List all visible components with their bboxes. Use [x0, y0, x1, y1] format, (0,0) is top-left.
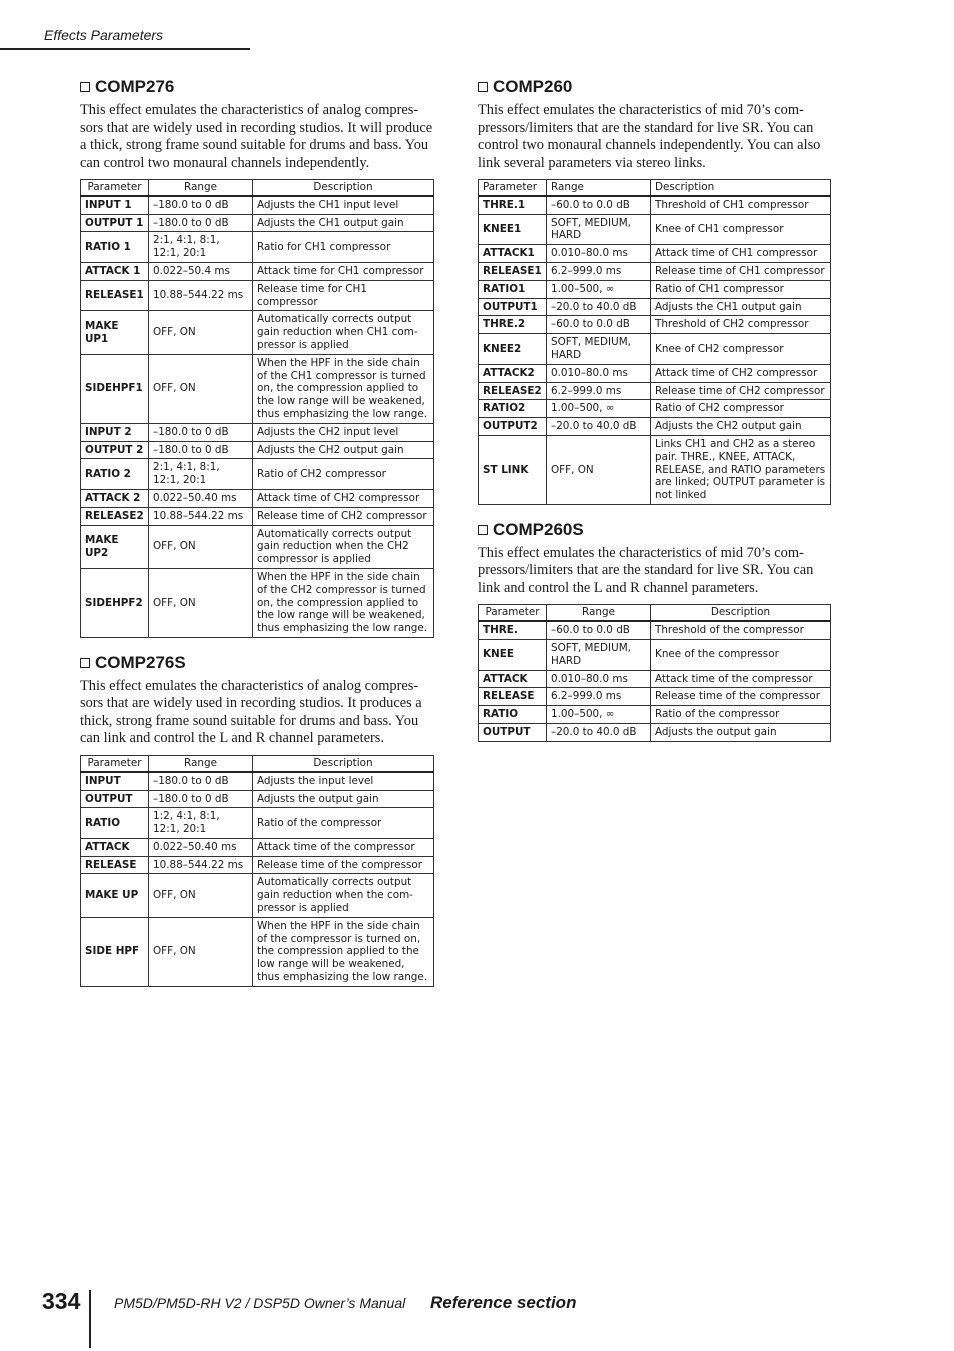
parameter-cell: RELEASE2	[81, 507, 149, 525]
table-row	[479, 435, 831, 504]
table-row	[81, 856, 434, 874]
table-row	[81, 507, 434, 525]
range-cell: 6.2–999.0 ms	[547, 382, 651, 400]
table-row	[479, 670, 831, 688]
description-cell: Attack time of the compressor	[651, 670, 831, 688]
parameter-cell: RATIO	[479, 706, 547, 724]
table-header-row	[479, 180, 831, 196]
parameter-cell: RATIO 1	[81, 232, 149, 263]
range-cell: OFF, ON	[149, 874, 253, 917]
column-header-description: Description	[253, 180, 434, 196]
table-row	[81, 311, 434, 354]
range-cell: –20.0 to 40.0 dB	[547, 724, 651, 742]
parameter-cell: RELEASE1	[81, 280, 149, 311]
parameter-cell: THRE.	[479, 621, 547, 639]
checkbox-bullet-icon	[478, 525, 488, 535]
checkbox-bullet-icon	[80, 82, 90, 92]
range-cell: 0.022–50.40 ms	[149, 489, 253, 507]
range-cell: 0.010–80.0 ms	[547, 245, 651, 263]
description-cell: Ratio of CH2 compressor	[651, 400, 831, 418]
description-cell: Automatically corrects output gain reduction when CH1 com-pressor is applied	[253, 311, 434, 354]
parameter-cell: OUTPUT 1	[81, 214, 149, 232]
footer-divider	[89, 1290, 91, 1348]
description-cell: Attack time of the compressor	[253, 838, 434, 856]
range-cell: 6.2–999.0 ms	[547, 262, 651, 280]
description-cell: Release time of the compressor	[253, 856, 434, 874]
table-row	[81, 489, 434, 507]
table-header-row	[81, 180, 434, 196]
table-row	[81, 568, 434, 637]
table-row	[81, 790, 434, 808]
description-cell: Adjusts the output gain	[253, 790, 434, 808]
range-cell: –20.0 to 40.0 dB	[547, 298, 651, 316]
description-cell: When the HPF in the side chain of the compressor is turned on, the compression applied to the low range will be weakened, thus emphasizing the low range.	[253, 917, 434, 986]
parameter-cell: MAKE UP	[81, 874, 149, 917]
table-row	[81, 196, 434, 214]
description-cell: Release time of CH1 compressor	[651, 262, 831, 280]
parameter-cell: OUTPUT	[479, 724, 547, 742]
table-row	[81, 262, 434, 280]
description-cell: Knee of CH2 compressor	[651, 334, 831, 365]
description-cell: Ratio of the compressor	[253, 808, 434, 839]
parameter-cell: RATIO 2	[81, 459, 149, 490]
table-row	[479, 196, 831, 214]
parameter-cell: MAKE UP2	[81, 525, 149, 568]
section-heading	[478, 519, 831, 541]
checkbox-bullet-icon	[478, 82, 488, 92]
range-cell: 10.88–544.22 ms	[149, 280, 253, 311]
description-cell: Ratio of CH2 compressor	[253, 459, 434, 490]
table-row	[81, 917, 434, 986]
range-cell: –20.0 to 40.0 dB	[547, 418, 651, 436]
range-cell: OFF, ON	[149, 354, 253, 423]
header-rule	[0, 48, 250, 50]
parameter-cell: MAKE UP1	[81, 311, 149, 354]
section-comp276	[80, 76, 434, 638]
checkbox-bullet-icon	[80, 658, 90, 668]
description-cell: Release time of the compressor	[651, 688, 831, 706]
range-cell: 10.88–544.22 ms	[149, 856, 253, 874]
right-column	[478, 76, 831, 756]
description-cell: Ratio of the compressor	[651, 706, 831, 724]
table-row	[479, 688, 831, 706]
table-row	[81, 214, 434, 232]
range-cell: OFF, ON	[547, 435, 651, 504]
table-row	[81, 772, 434, 790]
description-cell: Knee of the compressor	[651, 640, 831, 671]
table-row	[479, 214, 831, 245]
description-cell: Adjusts the output gain	[651, 724, 831, 742]
range-cell: 0.022–50.40 ms	[149, 838, 253, 856]
range-cell: OFF, ON	[149, 568, 253, 637]
section-description: This effect emulates the characteristics of analog compres-sors that are widely used in recording studios. It produces a thick, strong frame sound suitable for drums and bass. You can link and control the L and R channel parameters.	[80, 677, 422, 747]
description-cell: Adjusts the CH2 input level	[253, 423, 434, 441]
parameter-cell: OUTPUT1	[479, 298, 547, 316]
range-cell: 0.022–50.4 ms	[149, 262, 253, 280]
table-row	[81, 525, 434, 568]
description-cell: Attack time of CH2 compressor	[253, 489, 434, 507]
section-heading	[80, 652, 434, 674]
description-cell: Adjusts the input level	[253, 772, 434, 790]
range-cell: SOFT, MEDIUM, HARD	[547, 640, 651, 671]
description-cell: Ratio of CH1 compressor	[651, 280, 831, 298]
parameter-table	[478, 179, 831, 505]
manual-title: PM5D/PM5D-RH V2 / DSP5D Owner’s Manual	[114, 1295, 406, 1311]
table-row	[479, 316, 831, 334]
column-header-description: Description	[253, 755, 434, 771]
range-cell: –180.0 to 0 dB	[149, 790, 253, 808]
column-header-parameter: Parameter	[81, 755, 149, 771]
range-cell: –60.0 to 0.0 dB	[547, 316, 651, 334]
description-cell: Release time for CH1 compressor	[253, 280, 434, 311]
parameter-cell: RELEASE	[81, 856, 149, 874]
range-cell: OFF, ON	[149, 525, 253, 568]
parameter-cell: ATTACK	[479, 670, 547, 688]
description-cell: Release time of CH2 compressor	[651, 382, 831, 400]
section-title: COMP260	[493, 77, 573, 96]
parameter-cell: ATTACK	[81, 838, 149, 856]
description-cell: Release time of CH2 compressor	[253, 507, 434, 525]
range-cell: –180.0 to 0 dB	[149, 423, 253, 441]
parameter-cell: ATTACK2	[479, 364, 547, 382]
description-cell: Ratio for CH1 compressor	[253, 232, 434, 263]
section-title: COMP276S	[95, 652, 186, 672]
parameter-cell: RELEASE1	[479, 262, 547, 280]
table-row	[81, 441, 434, 459]
table-row	[81, 423, 434, 441]
parameter-cell: RELEASE2	[479, 382, 547, 400]
section-description: This effect emulates the characteristics of mid 70’s com-pressors/limiters that are the standard for live SR. You can control two monaural channels independently. You can also link several parameters via stereo links.	[478, 102, 821, 171]
parameter-cell: SIDEHPF2	[81, 568, 149, 637]
range-cell: 1:2, 4:1, 8:1, 12:1, 20:1	[149, 808, 253, 839]
section-title: COMP276	[95, 77, 175, 96]
column-header-range: Range	[547, 180, 651, 196]
table-row	[479, 262, 831, 280]
description-cell: Adjusts the CH1 output gain	[651, 298, 831, 316]
table-row	[479, 334, 831, 365]
range-cell: –180.0 to 0 dB	[149, 214, 253, 232]
column-header-parameter: Parameter	[479, 180, 547, 196]
table-row	[81, 874, 434, 917]
description-cell: Links CH1 and CH2 as a stereo pair. THRE., KNEE, ATTACK, RELEASE, and RATIO parameters are linked; OUTPUT parameter is not linked	[651, 435, 831, 504]
parameter-cell: RATIO	[81, 808, 149, 839]
parameter-cell: KNEE1	[479, 214, 547, 245]
description-cell: Threshold of the compressor	[651, 621, 831, 639]
description-cell: When the HPF in the side chain of the CH1 compressor is turned on, the compression applied to the low range will be weakened, thus emphasizing the low range.	[253, 354, 434, 423]
column-header-range: Range	[149, 755, 253, 771]
column-header-parameter: Parameter	[479, 605, 547, 621]
parameter-cell: OUTPUT 2	[81, 441, 149, 459]
footer-section-label: Reference section	[430, 1293, 577, 1312]
table-row	[81, 232, 434, 263]
range-cell: 2:1, 4:1, 8:1, 12:1, 20:1	[149, 232, 253, 263]
description-cell: Adjusts the CH2 output gain	[651, 418, 831, 436]
table-row	[479, 621, 831, 639]
range-cell: 1.00–500, ∞	[547, 706, 651, 724]
table-row	[479, 418, 831, 436]
parameter-cell: THRE.2	[479, 316, 547, 334]
range-cell: OFF, ON	[149, 917, 253, 986]
parameter-cell: OUTPUT	[81, 790, 149, 808]
range-cell: –60.0 to 0.0 dB	[547, 621, 651, 639]
section-description: This effect emulates the characteristics of analog compres-sors that are widely used in recording studios. It will produce a thick, strong frame sound suitable for drums and bass. You can control two monaural channels independently.	[80, 102, 433, 171]
description-cell: Attack time of CH2 compressor	[651, 364, 831, 382]
table-row	[479, 706, 831, 724]
description-cell: Adjusts the CH1 output gain	[253, 214, 434, 232]
column-header-range: Range	[547, 605, 651, 621]
parameter-cell: INPUT	[81, 772, 149, 790]
table-row	[479, 280, 831, 298]
page-number: 334	[42, 1288, 81, 1314]
range-cell: –60.0 to 0.0 dB	[547, 196, 651, 214]
section-comp276s	[80, 652, 434, 987]
parameter-cell: SIDE HPF	[81, 917, 149, 986]
table-row	[479, 364, 831, 382]
table-row	[81, 808, 434, 839]
running-header: Effects Parameters	[44, 27, 164, 43]
range-cell: 6.2–999.0 ms	[547, 688, 651, 706]
range-cell: OFF, ON	[149, 311, 253, 354]
range-cell: SOFT, MEDIUM, HARD	[547, 334, 651, 365]
description-cell: Automatically corrects output gain reduction when the com-pressor is applied	[253, 874, 434, 917]
parameter-cell: ST LINK	[479, 435, 547, 504]
column-header-description: Description	[651, 180, 831, 196]
range-cell: –180.0 to 0 dB	[149, 772, 253, 790]
range-cell: 0.010–80.0 ms	[547, 670, 651, 688]
table-row	[81, 838, 434, 856]
range-cell: –180.0 to 0 dB	[149, 196, 253, 214]
table-row	[479, 724, 831, 742]
range-cell: 10.88–544.22 ms	[149, 507, 253, 525]
range-cell: SOFT, MEDIUM, HARD	[547, 214, 651, 245]
parameter-cell: INPUT 2	[81, 423, 149, 441]
parameter-cell: RELEASE	[479, 688, 547, 706]
parameter-cell: RATIO1	[479, 280, 547, 298]
parameter-cell: KNEE2	[479, 334, 547, 365]
parameter-cell: THRE.1	[479, 196, 547, 214]
section-heading	[80, 76, 434, 98]
section-comp260	[478, 76, 831, 505]
table-header-row	[81, 755, 434, 771]
parameter-cell: KNEE	[479, 640, 547, 671]
section-heading	[478, 76, 831, 98]
description-cell: When the HPF in the side chain of the CH2 compressor is turned on, the compression applied to the low range will be weakened, thus emphasizing the low range.	[253, 568, 434, 637]
parameter-cell: ATTACK 2	[81, 489, 149, 507]
column-header-range: Range	[149, 180, 253, 196]
section-title: COMP260S	[493, 519, 584, 539]
range-cell: 2:1, 4:1, 8:1, 12:1, 20:1	[149, 459, 253, 490]
range-cell: 1.00–500, ∞	[547, 280, 651, 298]
parameter-table	[80, 179, 434, 638]
column-header-parameter: Parameter	[81, 180, 149, 196]
parameter-cell: ATTACK1	[479, 245, 547, 263]
parameter-cell: ATTACK 1	[81, 262, 149, 280]
table-row	[479, 400, 831, 418]
table-row	[81, 354, 434, 423]
description-cell: Knee of CH1 compressor	[651, 214, 831, 245]
table-row	[479, 382, 831, 400]
table-row	[479, 640, 831, 671]
range-cell: 0.010–80.0 ms	[547, 364, 651, 382]
description-cell: Automatically corrects output gain reduction when the CH2 compressor is applied	[253, 525, 434, 568]
parameter-cell: SIDEHPF1	[81, 354, 149, 423]
left-column	[80, 76, 434, 1001]
description-cell: Adjusts the CH1 input level	[253, 196, 434, 214]
description-cell: Threshold of CH1 compressor	[651, 196, 831, 214]
column-header-description: Description	[651, 605, 831, 621]
parameter-table	[478, 604, 831, 741]
section-description: This effect emulates the characteristics of mid 70’s com-pressors/limiters that are the standard for live SR. You can link and control the L and R channel parameters.	[478, 544, 814, 596]
parameter-cell: RATIO2	[479, 400, 547, 418]
section-comp260s	[478, 519, 831, 742]
table-row	[81, 459, 434, 490]
description-cell: Threshold of CH2 compressor	[651, 316, 831, 334]
description-cell: Adjusts the CH2 output gain	[253, 441, 434, 459]
table-header-row	[479, 605, 831, 621]
table-row	[81, 280, 434, 311]
parameter-cell: INPUT 1	[81, 196, 149, 214]
range-cell: –180.0 to 0 dB	[149, 441, 253, 459]
table-row	[479, 245, 831, 263]
parameter-cell: OUTPUT2	[479, 418, 547, 436]
description-cell: Attack time for CH1 compressor	[253, 262, 434, 280]
description-cell: Attack time of CH1 compressor	[651, 245, 831, 263]
parameter-table	[80, 755, 434, 987]
range-cell: 1.00–500, ∞	[547, 400, 651, 418]
table-row	[479, 298, 831, 316]
